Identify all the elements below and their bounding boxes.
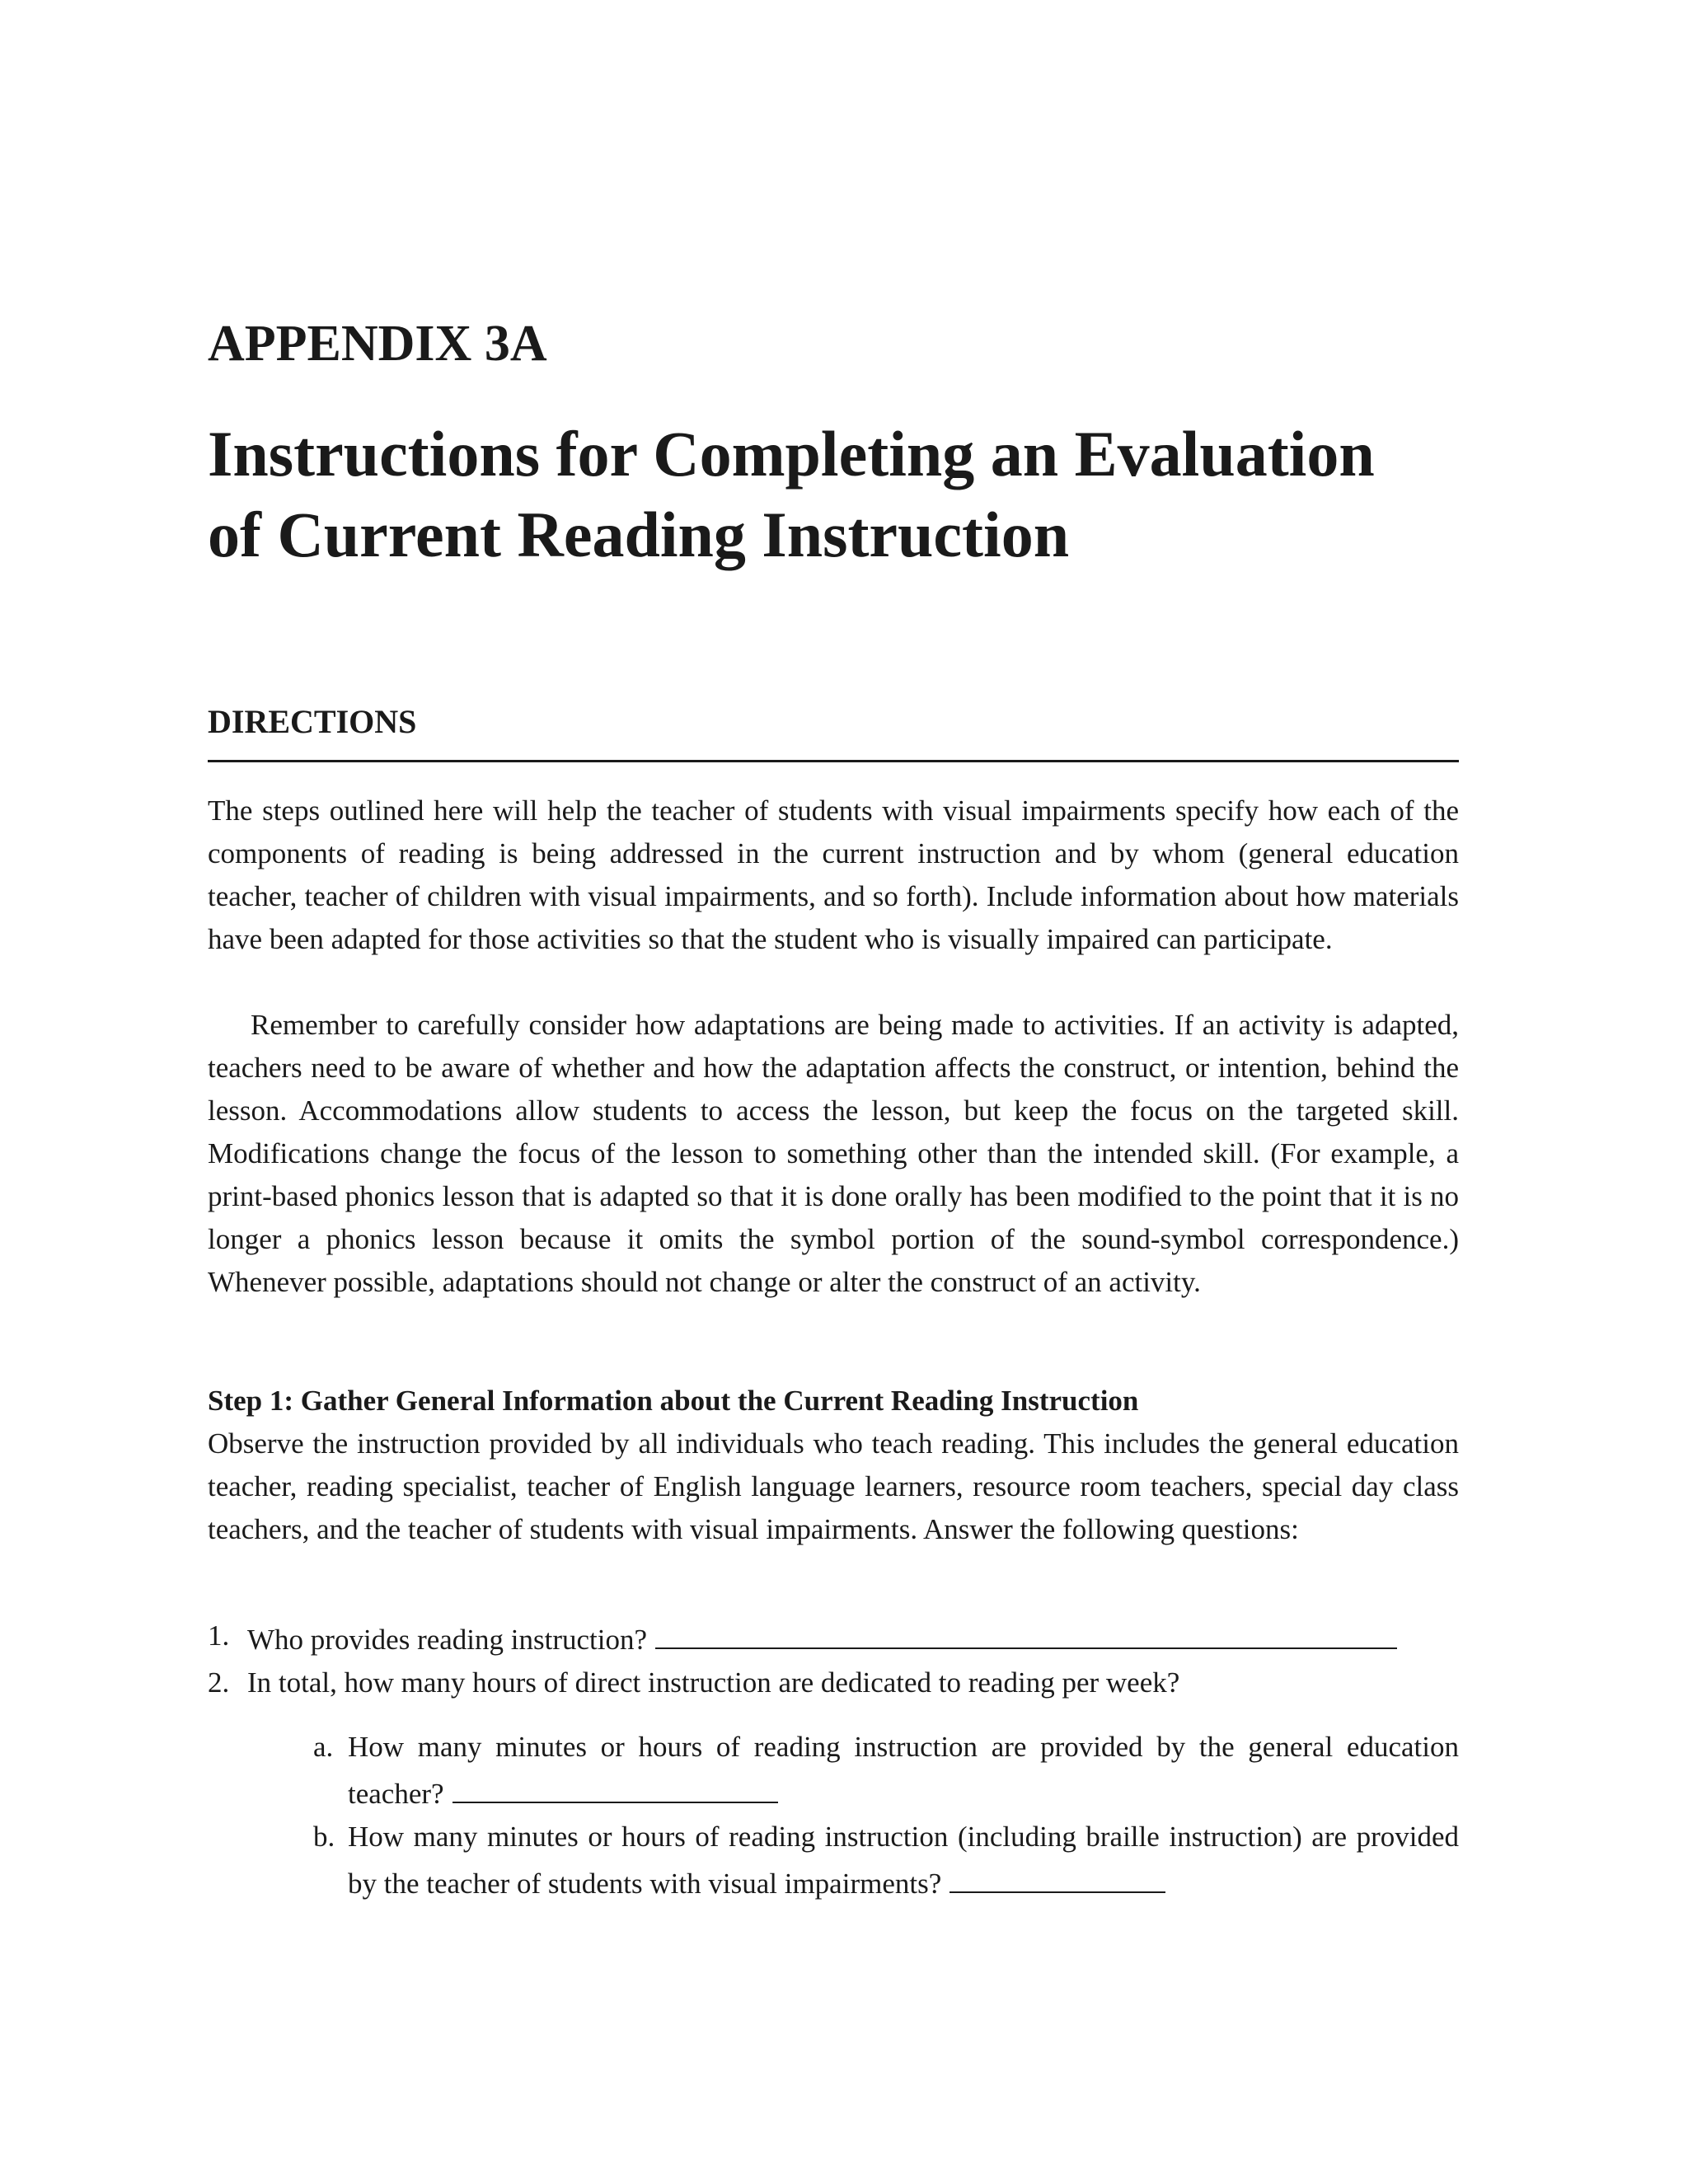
title-line-2: of Current Reading Instruction <box>208 499 1070 570</box>
step-1-body: Observe the instruction provided by all individuals who teach reading. This includes the general education teacher, reading specialist, teacher of English language learners, resource room teachers, special day class teachers, and the teacher of students with visual impairments. Answer the following questions: <box>208 1427 1459 1545</box>
page-title <box>208 414 1469 575</box>
step-1-section <box>208 1380 1459 1551</box>
answer-blank[interactable] <box>950 1858 1165 1893</box>
answer-blank[interactable] <box>655 1615 1397 1649</box>
question-item <box>208 1661 1459 1704</box>
subquestion-list <box>313 1726 1459 1905</box>
answer-blank[interactable] <box>452 1769 778 1803</box>
subquestion-text: How many minutes or hours of reading instruction (including braille instruction) are provided by the teacher of students with visual impairments? <box>348 1821 1459 1900</box>
section-divider <box>208 760 1459 762</box>
subquestion-letter: b. <box>313 1821 335 1853</box>
question-list <box>208 1615 1459 1704</box>
directions-paragraph-1: The steps outlined here will help the teacher of students with visual impairments specify how each of the components of reading is being addressed in the current instruction and by whom (general education teacher, teacher of children with visual impairments, and so forth). Include information about how materials have been adapted for those activities so that the student who is visually impaired can participate. <box>208 794 1459 955</box>
question-number: 1. <box>208 1619 230 1652</box>
subquestion-item <box>313 1816 1459 1905</box>
subquestion-letter: a. <box>313 1731 334 1763</box>
directions-heading: DIRECTIONS <box>208 703 417 740</box>
title-line-1: Instructions for Completing an Evaluation <box>208 418 1375 490</box>
question-text: In total, how many hours of direct instruction are dedicated to reading per week? <box>247 1666 1180 1699</box>
question-text: Who provides reading instruction? <box>247 1624 648 1656</box>
step-1-heading: Step 1: Gather General Information about the Current Reading Instruction <box>208 1385 1139 1417</box>
directions-paragraph-2: Remember to carefully consider how adaptations are being made to activities. If an activity is adapted, teachers need to be aware of whether and how the adaptation affects the construct, or intention, behind the lesson. Accommodations allow students to access the lesson, but keep the focus on the targeted skill. Modifications change the focus of the lesson to something other than the intended skill. (For example, a print-based phonics lesson that is adapted so that it is done orally has been modified to the point that it is no longer a phonics lesson because it omits the symbol portion of the sound-symbol correspondence.) Whenever possible, adaptations should not change or alter the construct of an activity. <box>208 1009 1459 1298</box>
question-number: 2. <box>208 1666 230 1699</box>
subquestion-text: How many minutes or hours of reading instruction are provided by the general education teacher? <box>348 1731 1459 1810</box>
subquestion-item <box>313 1726 1459 1816</box>
question-item <box>208 1615 1459 1661</box>
appendix-label: APPENDIX 3A <box>208 316 547 372</box>
